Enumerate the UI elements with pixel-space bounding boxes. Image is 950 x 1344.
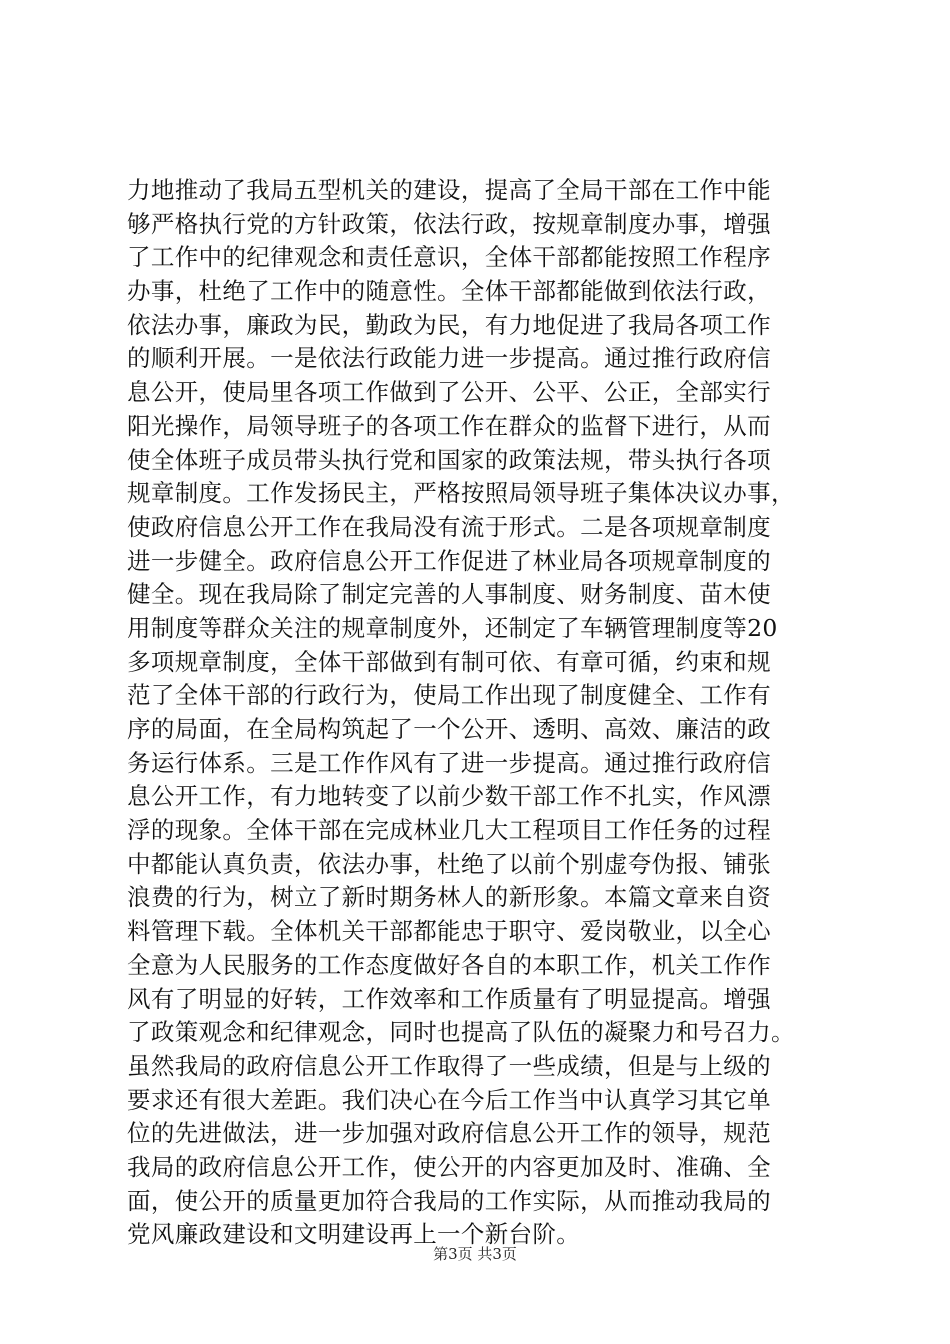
body-line: 够严格执行党的方针政策，依法行政，按规章制度办事，增强 [127, 209, 771, 238]
body-line: 序的局面，在全局构筑起了一个公开、透明、高效、廉洁的政 [127, 715, 771, 743]
body-line: 办事，杜绝了工作中的随意性。全体干部都能做到依法行政， [127, 277, 771, 306]
body-line: 浮的现象。全体干部在完成林业几大工程项目工作任务的过程 [127, 816, 771, 845]
body-line: 要求还有很大差距。我们决心在今后工作当中认真学习其它单 [127, 1085, 771, 1114]
body-line: 用制度等群众关注的规章制度外，还制定了车辆管理制度等20 [127, 613, 778, 642]
body-line: 风有了明显的好转，工作效率和工作质量有了明显提高。增强 [127, 984, 771, 1013]
body-line: 进一步健全。政府信息公开工作促进了林业局各项规章制度的 [127, 546, 771, 575]
body-line: 的顺利开展。一是依法行政能力进一步提高。通过推行政府信 [127, 344, 771, 373]
body-line: 健全。现在我局除了制定完善的人事制度、财务制度、苗木使 [127, 580, 771, 609]
body-line: 虽然我局的政府信息公开工作取得了一些成绩，但是与上级的 [127, 1051, 771, 1080]
body-line: 面，使公开的质量更加符合我局的工作实际，从而推动我局的 [127, 1186, 771, 1215]
body-line: 使政府信息公开工作在我局没有流于形式。二是各项规章制度 [127, 512, 771, 541]
body-line: 了政策观念和纪律观念，同时也提高了队伍的凝聚力和号召力。 [127, 1018, 795, 1047]
body-line: 息公开工作，有力地转变了以前少数干部工作不扎实，作风漂 [127, 782, 771, 811]
body-line: 全意为人民服务的工作态度做好各自的本职工作，机关工作作 [127, 950, 771, 979]
body-line: 规章制度。工作发扬民主，严格按照局领导班子集体决议办事， [127, 479, 795, 508]
body-line: 阳光操作，局领导班子的各项工作在群众的监督下进行，从而 [127, 411, 771, 440]
body-line: 中都能认真负责，依法办事，杜绝了以前个别虚夸伪报、铺张 [127, 849, 771, 878]
body-line: 料管理下载。全体机关干部都能忠于职守、爱岗敬业，以全心 [127, 917, 771, 946]
body-line: 多项规章制度，全体干部做到有制可依、有章可循，约束和规 [127, 647, 771, 676]
body-line: 我局的政府信息公开工作，使公开的内容更加及时、准确、全 [127, 1152, 771, 1181]
body-line: 范了全体干部的行政行为，使局工作出现了制度健全、工作有 [127, 681, 771, 710]
page-number-footer: 第3页 共3页 [433, 1245, 517, 1263]
body-line: 使全体班子成员带头执行党和国家的政策法规，带头执行各项 [127, 445, 771, 474]
body-line: 务运行体系。三是工作作风有了进一步提高。通过推行政府信 [127, 748, 771, 777]
body-line: 力地推动了我局五型机关的建设，提高了全局干部在工作中能 [127, 176, 771, 204]
body-line: 了工作中的纪律观念和责任意识，全体干部都能按照工作程序 [127, 243, 771, 272]
body-line: 浪费的行为，树立了新时期务林人的新形象。本篇文章来自资 [127, 883, 771, 912]
body-line: 息公开，使局里各项工作做到了公开、公平、公正，全部实行 [127, 378, 771, 407]
body-line: 党风廉政建设和文明建设再上一个新台阶。 [127, 1220, 581, 1249]
document-body [127, 174, 847, 1252]
body-line: 位的先进做法，进一步加强对政府信息公开工作的领导，规范 [127, 1119, 771, 1148]
body-line: 依法办事，廉政为民，勤政为民，有力地促进了我局各项工作 [127, 310, 771, 339]
